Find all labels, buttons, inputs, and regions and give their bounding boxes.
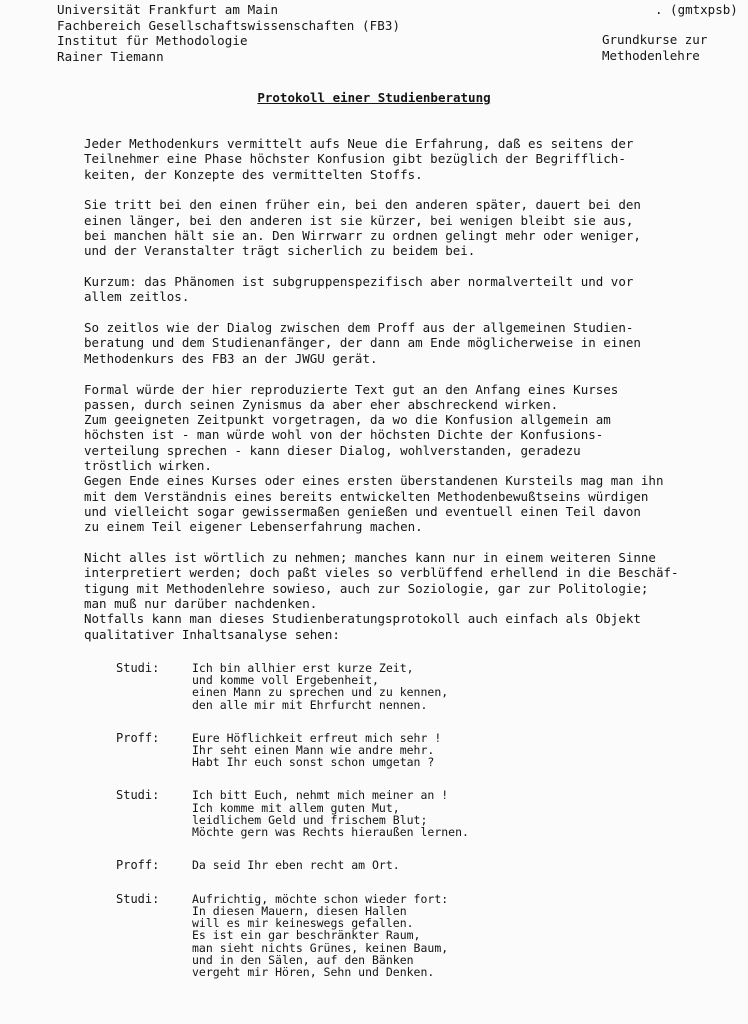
verse-line: Ich komme mit allem guten Mut, — [192, 800, 400, 815]
text-line: Methodenkurs des FB3 an der JWGU gerät. — [84, 350, 378, 366]
text-line: Notfalls kann man dieses Studienberatungsprotokoll auch einfach als Objekt — [84, 611, 641, 627]
document-code: . (gmtxpsb) — [655, 2, 738, 17]
verse-line: und komme voll Ergebenheit, — [192, 673, 379, 688]
verse-lines — [192, 859, 400, 872]
verse-line: will es mir keineswegs gefallen. — [192, 916, 414, 931]
text-line: passen, durch seinen Zynismus da aber eher abschreckend wirken. — [84, 396, 559, 412]
header-line: Institut für Methodologie — [57, 33, 248, 48]
course-line: Methodenlehre — [602, 47, 700, 63]
verse-line: vergeht mir Hören, Sehn und Denken. — [192, 964, 435, 979]
verse-line: und in den Sälen, auf den Bänken — [192, 952, 414, 967]
text-line: verteilung sprechen - kann dieser Dialog, wohlverstanden, geradezu — [84, 442, 581, 458]
institution-header — [57, 2, 400, 64]
verse-line: Möchte gern was Rechts hieraußen lernen. — [192, 825, 469, 840]
dialog-turn — [116, 662, 676, 711]
verse-line: man sieht nichts Grünes, keinen Baum, — [192, 940, 449, 955]
verse-line: Aufrichtig, möchte schon wieder fort: — [192, 891, 449, 906]
verse-line: Eure Höflichkeit erfreut mich sehr ! — [192, 730, 442, 745]
text-line: Gegen Ende eines Kurses oder eines ersten überstandenen Kursteils mag man ihn — [84, 473, 664, 489]
document-title: Protokoll einer Studienberatung — [257, 90, 491, 105]
text-line: Jeder Methodenkurs vermittelt aufs Neue die Erfahrung, daß es seitens der — [84, 136, 634, 151]
dialog-turn — [116, 789, 676, 838]
verse-line: leidlichem Geld und frischem Blut; — [192, 812, 428, 827]
text-line: beratung und dem Studienanfänger, der dann am Ende möglicherweise in einen — [84, 335, 641, 351]
verse-lines — [192, 893, 448, 978]
text-line: keiten, der Konzepte des vermittelten Stoffs. — [84, 166, 423, 182]
text-line: interpretiert werden; doch paßt vieles so verblüffend erhellend in die Beschäf- — [84, 565, 679, 581]
verse-line: Ich bitt Euch, nehmt mich meiner an ! — [192, 788, 449, 803]
verse-line: den alle mir mit Ehrfurcht nennen. — [192, 697, 428, 712]
course-header — [602, 32, 707, 63]
text-line: So zeitlos wie der Dialog zwischen dem Proff aus der allgemeinen Studien- — [84, 320, 634, 336]
text-line: einen länger, bei den anderen ist sie kürzer, bei wenigen bleibt sie aus, — [84, 212, 634, 228]
verse-lines — [192, 662, 448, 711]
verse-line: Ich bin allhier erst kurze Zeit, — [192, 661, 414, 675]
speaker-label: Studi: — [116, 661, 160, 675]
header-line: Universität Frankfurt am Main — [57, 2, 279, 17]
text-line: qualitativer Inhaltsanalyse sehen: — [84, 626, 340, 642]
text-line: mit dem Verständnis eines bereits entwickelten Methodenbewußtseins würdigen — [84, 488, 649, 504]
dialog-turn — [116, 893, 676, 978]
course-line: Grundkurse zur — [602, 32, 708, 47]
text-line: allem zeitlos. — [84, 289, 190, 305]
dialog-turn — [116, 732, 676, 769]
verse-line: einen Mann zu sprechen und zu kennen, — [192, 685, 449, 700]
text-line: Zum geeigneten Zeitpunkt vorgetragen, da wo die Konfusion allgemein am — [84, 412, 611, 428]
verse-line: Es ist ein gar beschränkter Raum, — [192, 928, 421, 943]
paragraph — [84, 136, 704, 182]
paragraph — [84, 382, 704, 535]
text-line: Teilnehmer eine Phase höchster Konfusion gibt bezüglich der Begrifflich- — [84, 151, 626, 167]
speaker-label: Studi: — [116, 788, 160, 803]
text-line: Formal würde der hier reproduzierte Text gut an den Anfang eines Kurses — [84, 381, 619, 397]
verse-line: Da seid Ihr eben recht am Ort. — [192, 858, 400, 873]
text-line: und vielleicht sogar gewissermaßen genießen und eventuell einen Teil davon — [84, 503, 641, 519]
speaker-label: Proff: — [116, 858, 160, 873]
speaker-label: Proff: — [116, 730, 160, 745]
text-line: tröstlich wirken. — [84, 458, 212, 474]
verse-lines — [192, 789, 469, 838]
verse-line: In diesen Mauern, diesen Hallen — [192, 903, 407, 918]
body-text — [84, 136, 704, 642]
text-line: zu einem Teil eigener Lebenserfahrung machen. — [84, 519, 423, 535]
paragraph — [84, 320, 704, 366]
paragraph — [84, 274, 704, 305]
text-line: und der Veranstalter trägt sicherlich zu beidem bei. — [84, 243, 476, 259]
text-line: höchsten ist - man würde wohl von der höchsten Dichte der Konfusions- — [84, 427, 604, 443]
header-line: Rainer Tiemann — [57, 48, 164, 64]
paragraph — [84, 550, 704, 642]
text-line: Kurzum: das Phänomen ist subgruppenspezifisch aber normalverteilt und vor — [84, 274, 634, 290]
paragraph — [84, 197, 704, 258]
dialog-turn — [116, 859, 676, 872]
text-line: tigung mit Methodenlehre sowieso, auch zur Soziologie, gar zur Politologie; — [84, 580, 649, 596]
verse-line: Habt Ihr euch sonst schon umgetan ? — [192, 755, 435, 770]
text-line: man muß nur darüber nachdenken. — [84, 595, 318, 611]
header-line: Fachbereich Gesellschaftswissenschaften (FB3) — [57, 17, 401, 33]
verse-line: Ihr seht einen Mann wie andre mehr. — [192, 743, 435, 758]
text-line: Nicht alles ist wörtlich zu nehmen; manches kann nur in einem weiteren Sinne — [84, 550, 656, 566]
text-line: bei manchen hält sie an. Den Wirrwarr zu ordnen gelingt mehr oder weniger, — [84, 227, 641, 243]
dialog-section — [116, 662, 676, 999]
text-line: Sie tritt bei den einen früher ein, bei den anderen später, dauert bei den — [84, 197, 641, 213]
speaker-label: Studi: — [116, 891, 160, 906]
verse-lines — [192, 732, 441, 769]
